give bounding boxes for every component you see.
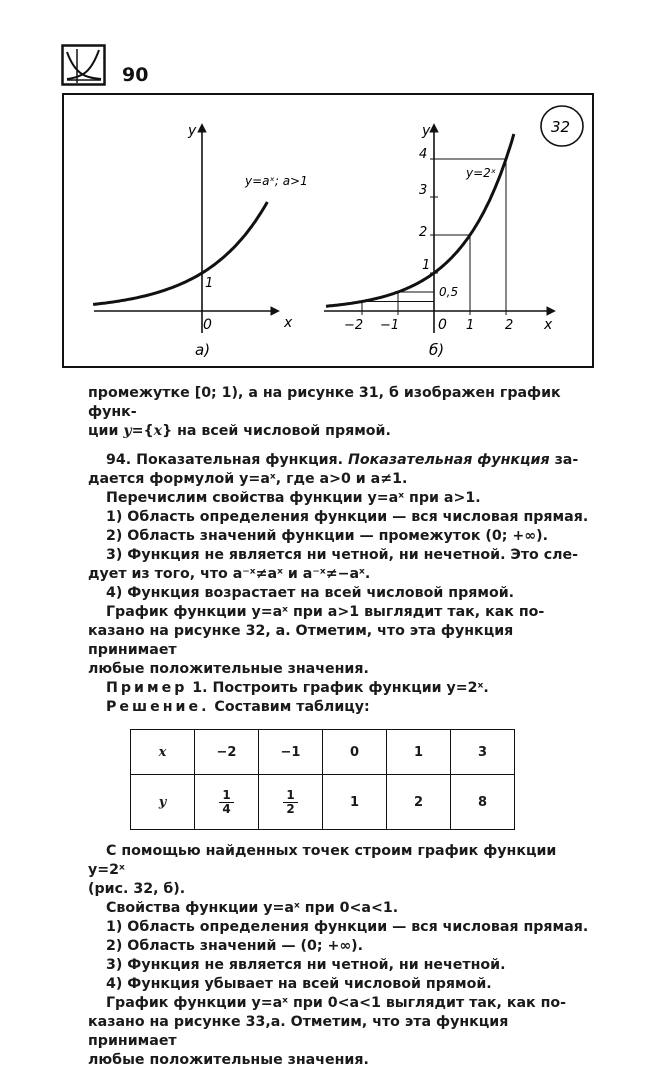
table-cell: 2 <box>387 775 451 830</box>
panel-b-y-tick-3: 3 <box>419 183 428 198</box>
panel-b-y-label: y <box>422 123 431 139</box>
text-line: Перечислим свойства функции y=aˣ при a>1. <box>106 490 481 506</box>
text-line: График функции y=aˣ при a>1 выглядит так, как по- <box>106 604 545 620</box>
text-line: промежутке [0; 1), а на рисунке 31, б изображен график функ- <box>88 385 561 420</box>
table-row <box>131 775 515 830</box>
text-line: (рис. 32, б). <box>88 881 186 897</box>
text-line: Свойства функции y=aˣ при 0<a<1. <box>106 900 399 916</box>
text-line: казано на рисунке 33,а. Отметим, что эта функция принимает <box>88 1014 509 1049</box>
list-item: 4) Функция возрастает на всей числовой прямой. <box>106 585 515 601</box>
panel-b-y-tick-05: 0,5 <box>439 285 459 299</box>
figure-number: 32 <box>551 118 571 136</box>
solution-heading: Решение. Составим таблицу: <box>106 699 370 715</box>
panel-b-x-tick-m1: −1 <box>380 318 400 333</box>
panel-b-caption: б) <box>429 341 445 359</box>
text-line: График функции y=aˣ при 0<a<1 выглядит так, как по- <box>106 995 567 1011</box>
panel-a <box>93 123 308 359</box>
panel-b-y-tick-4: 4 <box>419 147 428 162</box>
panel-a-caption: а) <box>195 341 211 359</box>
panel-b <box>324 123 554 359</box>
values-table <box>130 729 515 830</box>
panel-b-x-label: x <box>544 317 553 333</box>
list-item: 2) Область значений — (0; +∞). <box>106 938 364 954</box>
text-line: ции y={x} на всей числовой прямой. <box>88 423 391 439</box>
section-94-heading: 94. Показательная функция. Показательная функция за- <box>106 452 579 468</box>
panel-a-x-label: x <box>284 315 293 331</box>
table-cell: 3 <box>451 730 515 775</box>
list-item: 1) Область определения функции — вся числовая прямая. <box>106 919 589 935</box>
text-line: С помощью найденных точек строим график функции y=2ˣ <box>88 843 557 878</box>
list-item: 3) Функция не является ни четной, ни нечетной. <box>106 957 506 973</box>
fraction: $\frac{1}{2}$ <box>283 789 297 816</box>
table-cell: x <box>131 730 195 775</box>
list-item: 3) Функция не является ни четной, ни нечетной. Это сле- <box>106 547 579 563</box>
text-line: любые положительные значения. <box>88 1052 369 1068</box>
fraction: $\frac{1}{4}$ <box>219 789 233 816</box>
panel-a-curve <box>93 202 267 304</box>
panel-b-origin: 0 <box>438 317 447 333</box>
panel-b-x-tick-1: 1 <box>466 318 475 333</box>
table-cell <box>195 775 259 830</box>
panel-a-origin: 0 <box>203 317 212 333</box>
table-cell <box>259 775 323 830</box>
table-cell: −2 <box>195 730 259 775</box>
table-cell: −1 <box>259 730 323 775</box>
table-cell: y <box>131 775 195 830</box>
table-cell: 0 <box>323 730 387 775</box>
text-line: дается формулой y=aˣ, где a>0 и a≠1. <box>88 471 408 487</box>
table-cell: 1 <box>323 775 387 830</box>
text-line: казано на рисунке 32, а. Отметим, что эта функция принимает <box>88 623 514 658</box>
figure-number-badge <box>541 106 583 146</box>
panel-a-one: 1 <box>205 276 214 291</box>
page-body <box>88 384 598 1070</box>
table-row <box>131 730 515 775</box>
text-line: любые положительные значения. <box>88 661 369 677</box>
figure-32 <box>62 93 594 368</box>
panel-a-curve-label: y=aˣ; a>1 <box>245 174 308 188</box>
list-item: 2) Область значений функции — промежуток (0; +∞). <box>106 528 548 544</box>
example-heading: Пример 1. Построить график функции y=2ˣ. <box>106 680 489 696</box>
text-line: дует из того, что a⁻ˣ≠aˣ и a⁻ˣ≠−aˣ. <box>88 566 371 582</box>
panel-b-x-tick-m2: −2 <box>344 318 364 333</box>
panel-b-y-tick-1: 1 <box>422 258 431 273</box>
chapter-graph-logo-icon <box>61 44 106 86</box>
page-number: 90 <box>122 64 149 86</box>
panel-b-y-tick-2: 2 <box>419 225 428 240</box>
panel-a-y-label: y <box>188 123 197 139</box>
table-cell: 8 <box>451 775 515 830</box>
table-cell: 1 <box>387 730 451 775</box>
panel-b-curve-label: y=2ˣ <box>466 166 497 180</box>
list-item: 4) Функция убывает на всей числовой прямой. <box>106 976 492 992</box>
list-item: 1) Область определения функции — вся числовая прямая. <box>106 509 589 525</box>
panel-b-x-tick-2: 2 <box>505 318 514 333</box>
